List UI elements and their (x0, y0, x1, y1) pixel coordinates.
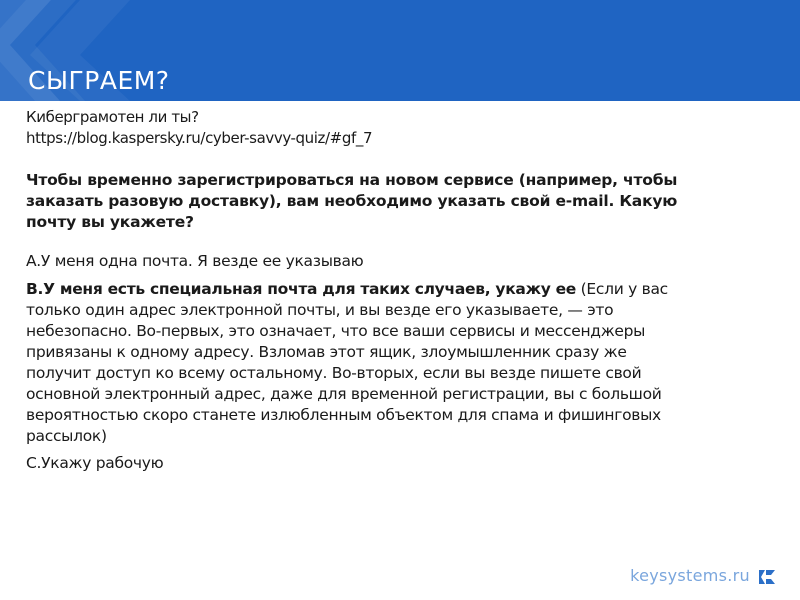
quiz-url-link[interactable]: https://blog.kaspersky.ru/cyber-savvy-quiz/#gf_7 (26, 129, 373, 147)
question-text: Чтобы временно зарегистрироваться на новом сервисе (например, чтобы заказать разовую доставку), вам необходимо указать свой e-mail. Какую почту вы укажете? (26, 171, 678, 231)
answer-option-b (26, 279, 686, 447)
answer-option-c: С.Укажу рабочую (26, 454, 164, 472)
footer-brand: keysystems.ru (630, 566, 750, 585)
answer-option-b-explanation: (Если у вас только один адрес электронной почты, и вы везде его указываете, — это небезопасно. Во-первых, это означает, что все ваши сервисы и мессенджеры привязаны к одному адресу. Взломав этот ящик, злоумышленник сразу же получит доступ ко всему остальному. Во-вторых, если вы везде пишете свой основной электронный адрес, даже для временной регистрации, вы с большой вероятностью скоро станете излюбленным объектом для спама и фишинговых рассылок) (26, 280, 668, 445)
slide-header (0, 0, 800, 101)
slide-content (26, 107, 686, 474)
slide-title: СЫГРАЕМ? (28, 66, 170, 95)
keysystems-logo-icon (757, 568, 777, 586)
answer-option-b-lead: В.У меня есть специальная почта для таких случаев, укажу ее (26, 280, 577, 298)
answer-option-a: А.У меня одна почта. Я везде ее указываю (26, 252, 364, 270)
quiz-title: Киберграмотен ли ты? (26, 108, 199, 126)
